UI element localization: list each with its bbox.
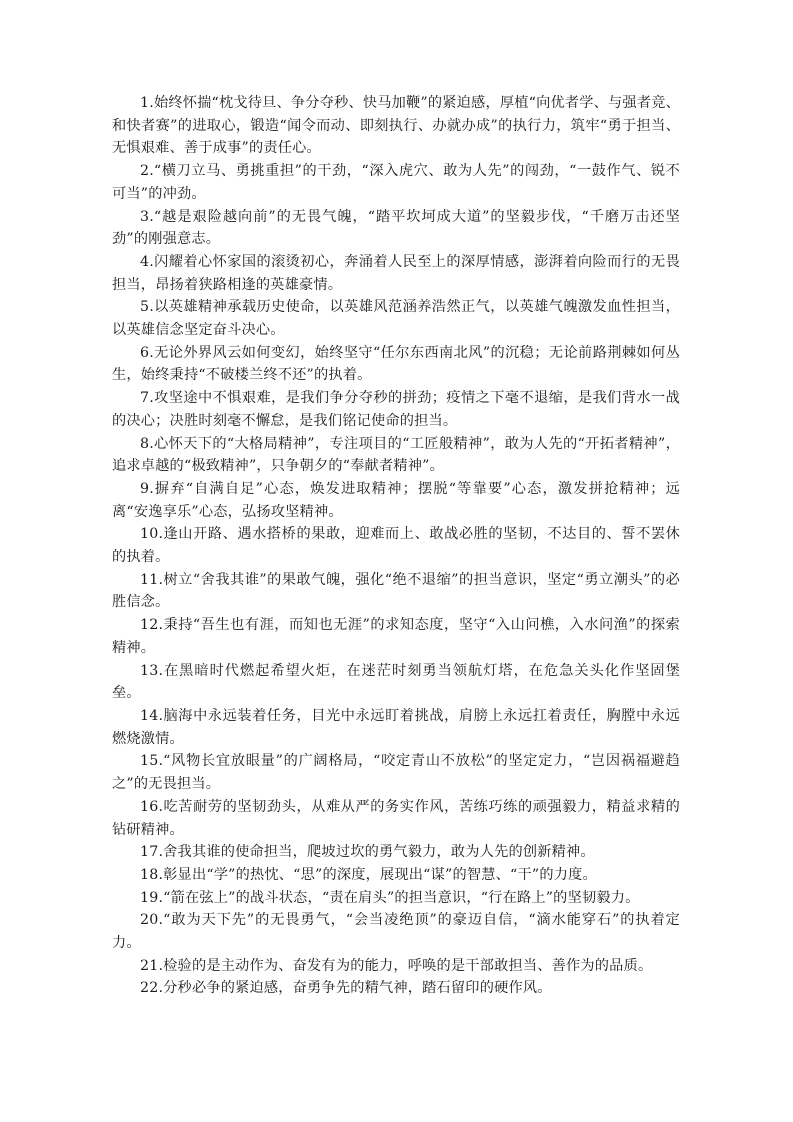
paragraph-5: 5.以英雄精神承载历史使命，以英雄风范涵养浩然正气，以英雄气魄激发血性担当，以英雄信念坚定奋斗决心。 bbox=[112, 299, 680, 339]
paragraph-18: 18.彰显出“学”的热忱、“思”的深度，展现出“谋”的智慧、“干”的力度。 bbox=[140, 866, 597, 883]
paragraph-16: 16.吃苦耐劳的坚韧劲头，从难从严的务实作风，苦练巧练的顽强毅力，精益求精的钻研精神。 bbox=[112, 798, 680, 838]
paragraph-13: 13.在黑暗时代燃起希望火炬，在迷茫时刻勇当领航灯塔，在危急关头化作坚固堡垒。 bbox=[112, 662, 680, 702]
paragraph-21: 21.检验的是主动作为、奋发有为的能力，呼唤的是干部敢担当、善作为的品质。 bbox=[140, 957, 653, 974]
paragraph-1: 1.始终怀揣“枕戈待旦、争分夺秒、快马加鞭”的紧迫感，厚植“向优者学、与强者竞、和快者赛”的进取心，锻造“闻令而动、即刻执行、办就办成”的执行力，筑牢“勇于担当、无惧艰难、善于成事”的责任心。 bbox=[112, 95, 680, 157]
paragraph-22: 22.分秒必争的紧迫感，奋勇争先的精气神，踏石留印的硬作风。 bbox=[140, 980, 552, 997]
paragraph-6: 6.无论外界风云如何变幻，始终坚守“任尔东西南北风”的沉稳；无论前路荆棘如何丛生，始终秉持“不破楼兰终不还”的执着。 bbox=[112, 344, 680, 384]
paragraph-11: 11.树立“舍我其谁”的果敢气魄，强化“绝不退缩”的担当意识，坚定“勇立潮头”的必胜信念。 bbox=[112, 571, 680, 611]
paragraph-14: 14.脑海中永远装着任务，目光中永远盯着挑战，肩膀上永远扛着责任，胸膛中永远燃烧激情。 bbox=[112, 707, 680, 747]
paragraph-12: 12.秉持“吾生也有涯，而知也无涯”的求知态度，坚守“入山问樵，入水问渔”的探索精神。 bbox=[112, 617, 680, 656]
paragraph-10: 10.逢山开路、遇水搭桥的果敢，迎难而上、敢战必胜的坚韧，不达目的、誓不罢休的执着。 bbox=[112, 526, 680, 566]
paragraph-17: 17.舍我其谁的使命担当，爬坡过坎的勇气毅力，敢为人先的创新精神。 bbox=[140, 844, 595, 861]
paragraph-20: 20.“敢为天下先”的无畏勇气，“会当凌绝顶”的豪迈自信，“滴水能穿石”的执着定力。 bbox=[112, 912, 680, 952]
paragraph-3: 3.“越是艰险越向前”的无畏气魄，“踏平坎坷成大道”的坚毅步伐，“千磨万击还坚劲”的刚强意志。 bbox=[112, 208, 680, 248]
paragraph-2: 2.“横刀立马、勇挑重担”的干劲，“深入虎穴、敢为人先”的闯劲，“一鼓作气、锐不可当”的冲劲。 bbox=[112, 163, 680, 202]
document-body bbox=[112, 92, 680, 1000]
paragraph-8: 8.心怀天下的“大格局精神”，专注项目的“工匠般精神”，敢为人先的“开拓者精神”，追求卓越的“极致精神”，只争朝夕的“奉献者精神”。 bbox=[112, 435, 680, 475]
paragraph-4: 4.闪耀着心怀家国的滚烫初心，奔涌着人民至上的深厚情感，澎湃着向险而行的无畏担当，昂扬着狭路相逢的英雄豪情。 bbox=[112, 253, 680, 293]
paragraph-7: 7.攻坚途中不惧艰难，是我们争分夺秒的拼劲；疫情之下毫不退缩，是我们背水一战的决心；决胜时刻毫不懈怠，是我们铭记使命的担当。 bbox=[112, 390, 680, 429]
paragraph-15: 15.“风物长宜放眼量”的广阔格局，“咬定青山不放松”的坚定定力，“岂因祸福避趋之”的无畏担当。 bbox=[112, 753, 680, 793]
paragraph-9: 9.摒弃“自满自足”心态，焕发进取精神；摆脱“等靠要”心态，激发拼抢精神；远离“安逸享乐”心态，弘扬攻坚精神。 bbox=[112, 480, 680, 520]
paragraph-19: 19.“箭在弦上”的战斗状态，“责在肩头”的担当意识，“行在路上”的坚韧毅力。 bbox=[140, 889, 640, 906]
